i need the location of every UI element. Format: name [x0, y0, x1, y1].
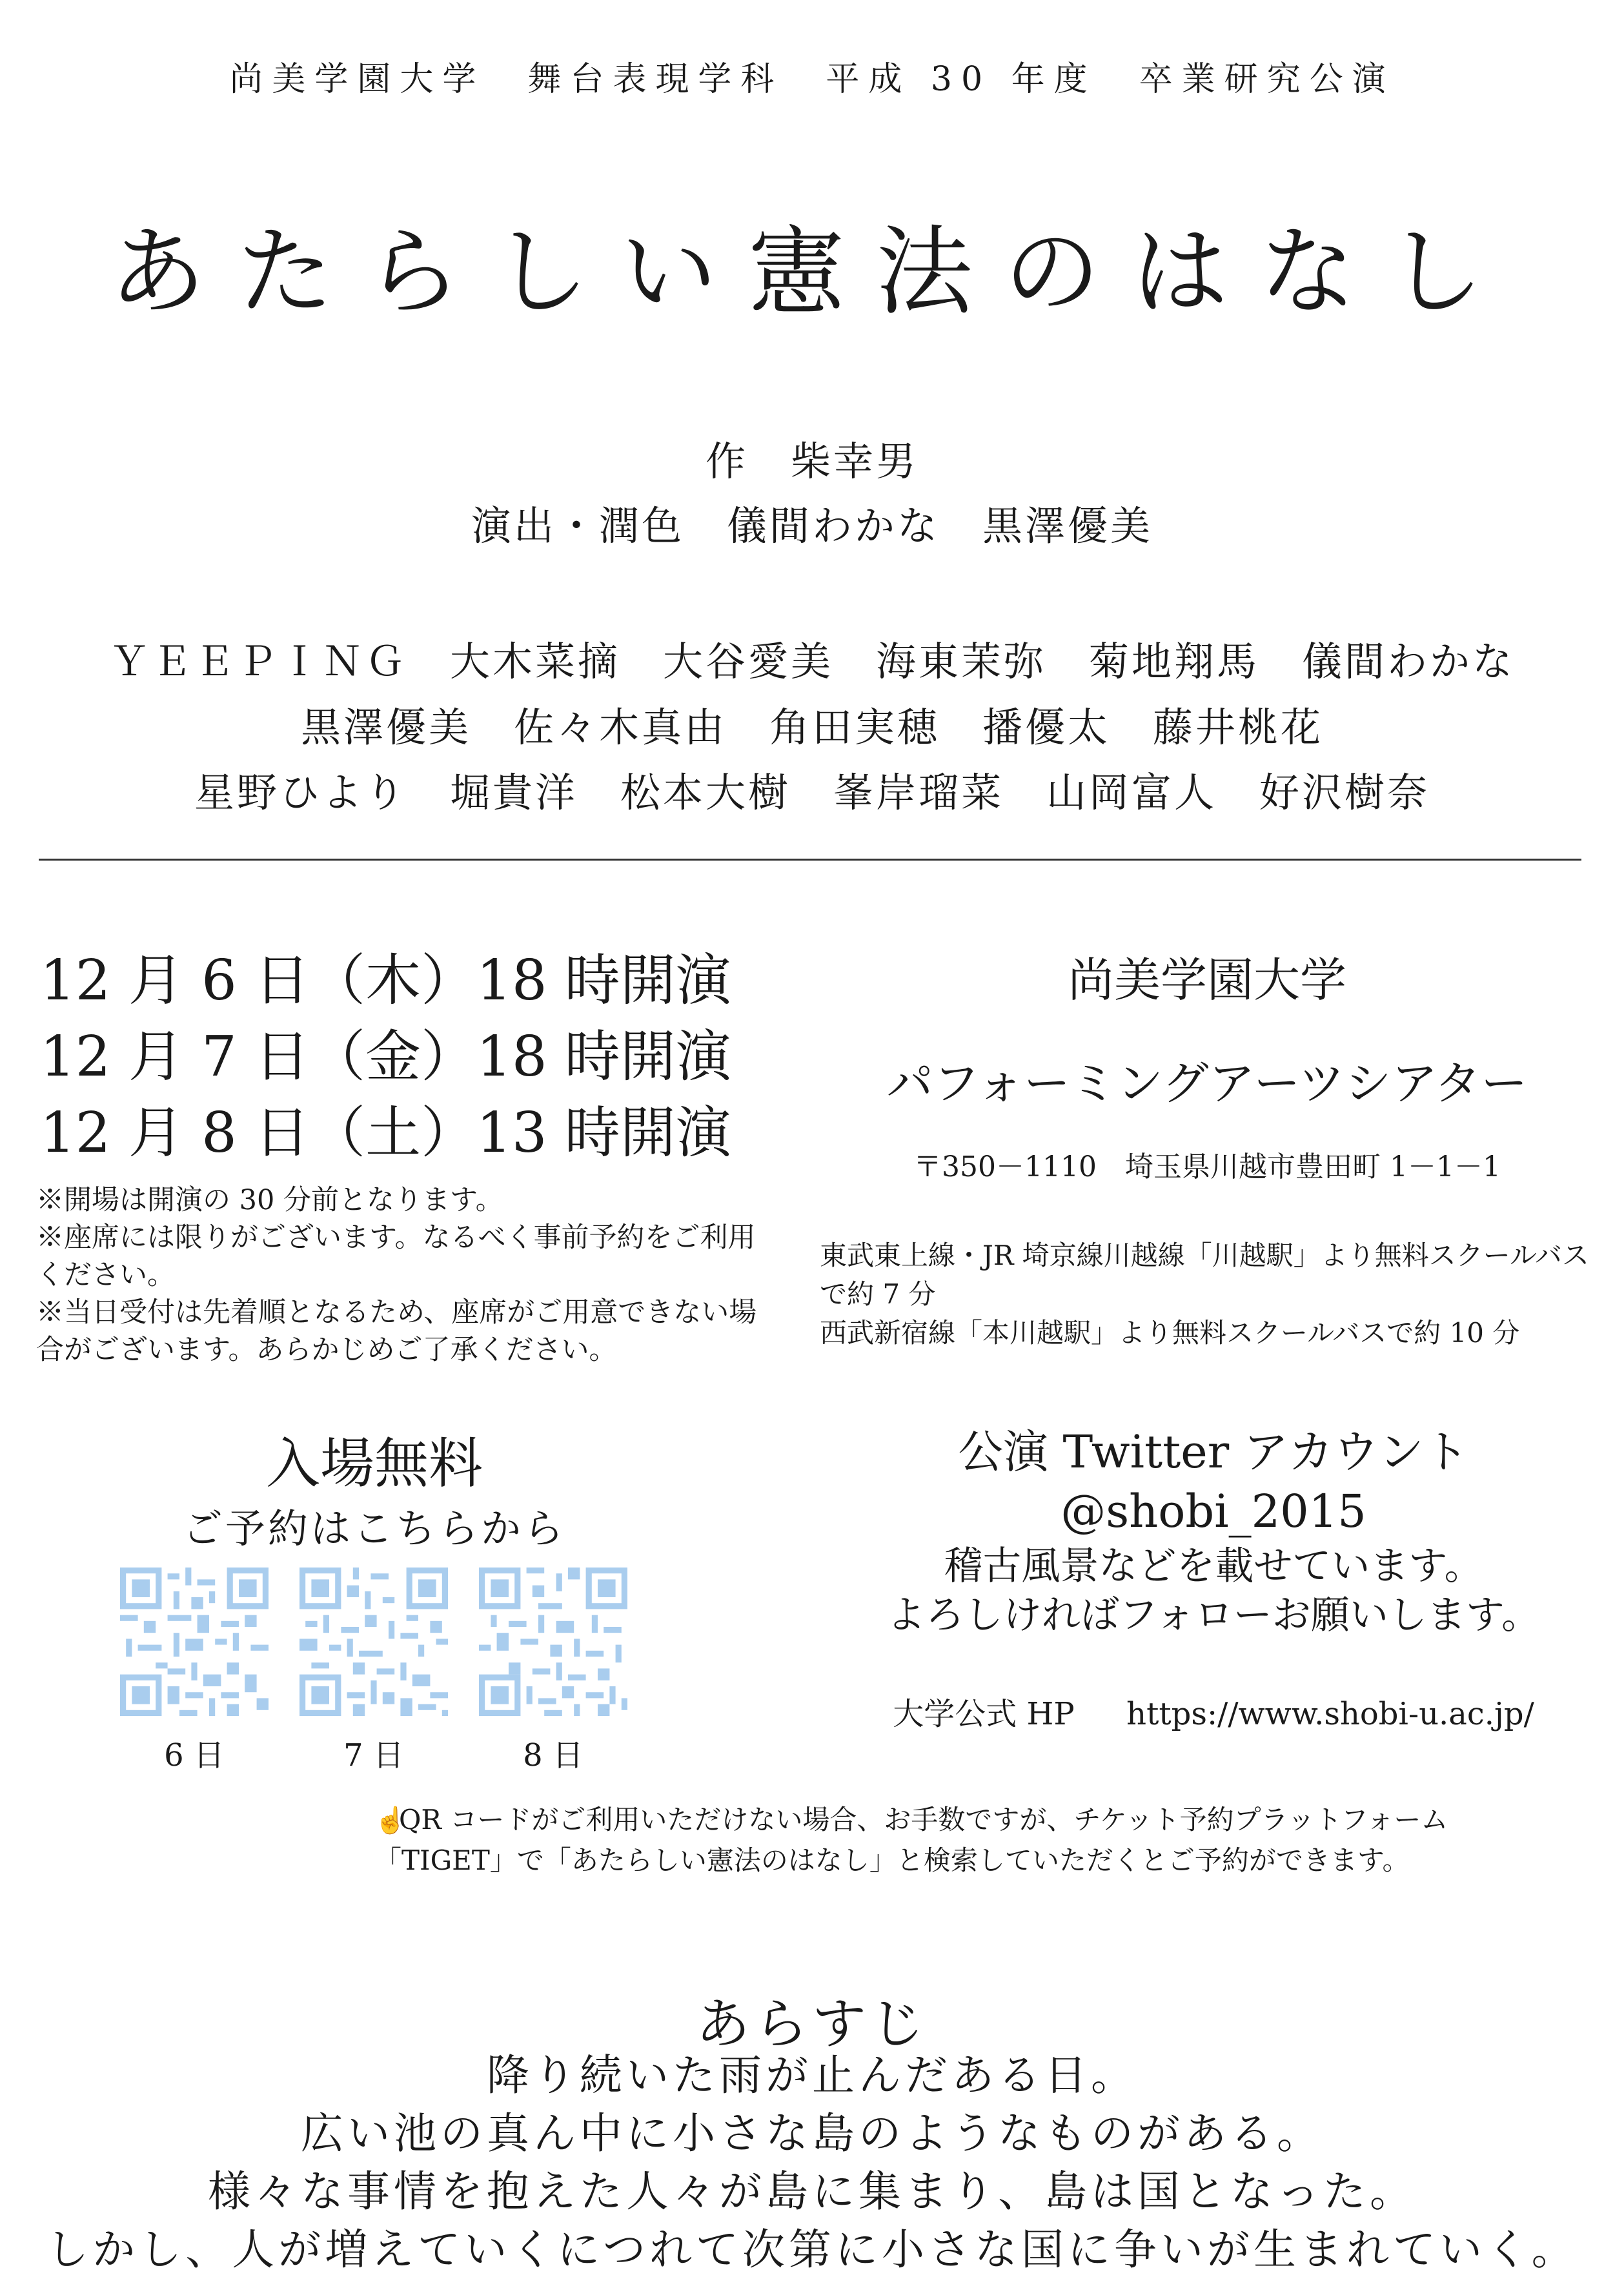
- reservation-label: ご予約はこちらから: [182, 1505, 566, 1552]
- qr-label-day7: 7 日: [343, 1737, 404, 1773]
- tiget-line-1-text: QR コードがご利用いただけない場合、お手数ですが、チケット予約プラットフォーム: [399, 1804, 1448, 1835]
- twitter-title: 公演 Twitter アカウント: [958, 1425, 1469, 1478]
- twitter-desc-1: 稽古風景などを載せています。: [944, 1544, 1483, 1589]
- synopsis-line-2: 広い池の真ん中に小さな島のようなものがある。: [301, 2109, 1323, 2158]
- twitter-desc-2: よろしければフォローお願いします。: [886, 1593, 1541, 1638]
- access-info: [820, 1236, 1594, 1353]
- official-hp: [833, 1689, 1594, 1733]
- section-divider: [39, 859, 1581, 861]
- qr-pattern: [479, 1568, 627, 1716]
- synopsis-line-3: 様々な事情を抱えた人々が島に集まり、島は国となった。: [208, 2167, 1416, 2216]
- tiget-notice: [374, 1800, 1601, 1881]
- pointing-hand-icon: ☝: [374, 1806, 407, 1835]
- access-line-2: 西武新宿線「本川越駅」より無料スクールバスで約 10 分: [820, 1317, 1520, 1349]
- official-hp-url[interactable]: https://www.shobi-u.ac.jp/: [1126, 1696, 1534, 1732]
- synopsis-body: [0, 2047, 1624, 2279]
- qr-label-day8: 8 日: [523, 1737, 584, 1773]
- qr-label-day6: 6 日: [164, 1737, 225, 1773]
- venue-theater: パフォーミングアーツシアター: [886, 1056, 1528, 1110]
- access-line-1: 東武東上線・JR 埼京線川越線「川越駅」より無料スクールバスで約 7 分: [820, 1240, 1590, 1310]
- venue-address: 〒350－1110 埼玉県川越市豊田町 1－1－1: [913, 1150, 1501, 1183]
- cast-line-1: ＹＥＥＰＩＮＧ 大木菜摘 大谷愛美 海東茉弥 菊地翔馬 儀間わかな: [108, 638, 1515, 685]
- performance-date-3: 12 月 8 日（土）13 時開演: [40, 1101, 731, 1165]
- synopsis-line-4: しかし、人が増えていくにつれて次第に小さな国に争いが生まれていく。: [46, 2225, 1578, 2274]
- performance-dates: [40, 943, 731, 1171]
- performance-date-1: 12 月 6 日（木）18 時開演: [40, 948, 731, 1013]
- note-2: ※座席には限りがございます。なるべく事前予約をご利用ください。: [36, 1221, 756, 1291]
- notes: [36, 1181, 759, 1369]
- direction-credit: 演出・潤色 儀間わかな 黒澤優美: [471, 502, 1153, 549]
- note-3: ※当日受付は先着順となるため、座席がご用意できない場合がございます。あらかじめご了承ください。: [36, 1296, 757, 1366]
- official-hp-label: 大学公式 HP: [893, 1696, 1075, 1732]
- qr-code-day8[interactable]: [479, 1568, 627, 1716]
- synopsis-line-1: 降り続いた雨が止んだある日。: [487, 2050, 1137, 2100]
- event-header: 尚美学園大学 舞台表現学科 平成 30 年度 卒業研究公演: [229, 60, 1395, 99]
- cast-line-2: 黒澤優美 佐々木真由 角田実穂 播優太 藤井桃花: [300, 704, 1323, 751]
- performance-date-2: 12 月 7 日（金）18 時開演: [40, 1025, 731, 1089]
- play-title: あたらしい憲法のはなし: [108, 216, 1515, 329]
- note-1: ※開場は開演の 30 分前となります。: [36, 1184, 503, 1216]
- tiget-line-1: [374, 1800, 1601, 1841]
- tiget-line-2: 「TIGET」で「あたらしい憲法のはなし」と検索していただくとご予約ができます。: [374, 1844, 1410, 1876]
- venue-university: 尚美学園大学: [1067, 953, 1346, 1007]
- twitter-handle[interactable]: @shobi_2015: [1061, 1485, 1366, 1538]
- qr-pattern: [299, 1568, 448, 1716]
- qr-code-day6[interactable]: [120, 1568, 269, 1716]
- author-credit: 作 柴幸男: [705, 438, 919, 485]
- qr-code-day7[interactable]: [299, 1568, 448, 1716]
- qr-pattern: [120, 1568, 269, 1716]
- synopsis-title: あらすじ: [695, 1992, 928, 2056]
- cast-line-3: 星野ひより 堀貴洋 松本大樹 峯岸瑠菜 山岡富人 好沢樹奈: [194, 769, 1430, 816]
- admission-free: 入場無料: [265, 1432, 483, 1495]
